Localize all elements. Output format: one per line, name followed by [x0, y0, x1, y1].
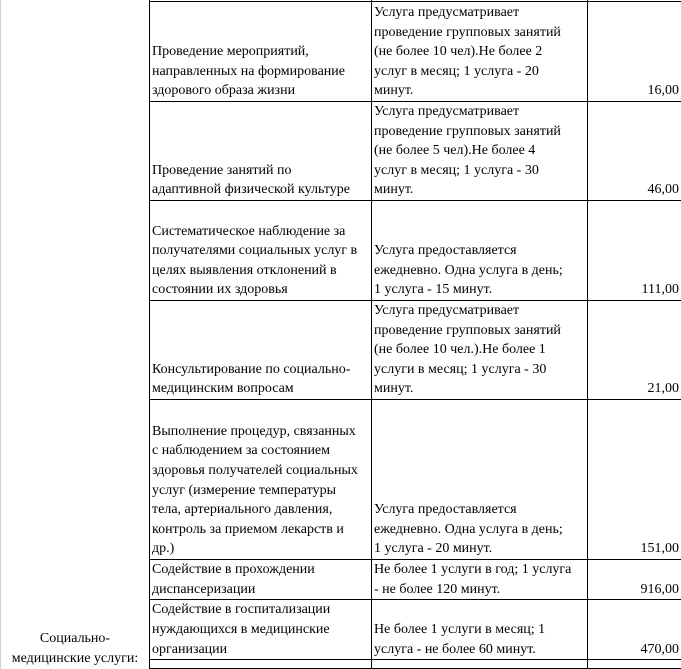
service-name-line: с наблюдением за состоянием — [152, 441, 369, 461]
condition-line: услуг в месяц; 1 услуга - 30 — [374, 161, 585, 181]
condition-cell — [372, 300, 588, 399]
condition-cell — [372, 200, 588, 300]
condition-line: минут. — [374, 180, 585, 200]
category-cell — [1, 0, 150, 669]
condition-line: проведение групповых занятий — [374, 321, 585, 341]
service-name-line: контроль за приемом лекарств и — [152, 520, 369, 540]
condition-cell — [372, 2, 588, 102]
service-name-line: Консультирование по социально- — [152, 360, 369, 380]
condition-line: Услуга предоставляется — [374, 241, 585, 261]
service-name-cell — [150, 300, 372, 399]
service-name-cell — [150, 559, 372, 599]
condition-line: услуг в месяц; 1 услуга - 20 — [374, 62, 585, 82]
condition-line: ежедневно. Одна услуга в день; — [374, 520, 585, 540]
condition-line: Услуга предусматривает — [374, 301, 585, 321]
service-name-line: здоровья получателей социальных — [152, 461, 369, 481]
condition-line: услуги в месяц; 1 услуга - 30 — [374, 360, 585, 380]
condition-line: проведение групповых занятий — [374, 122, 585, 142]
service-name-line: Содействие в госпитализации — [152, 600, 369, 620]
category-label — [3, 629, 147, 668]
condition-cell — [372, 559, 588, 599]
condition-cell — [372, 600, 588, 660]
service-name-line: услуг (измерение температуры — [152, 481, 369, 501]
service-name-cell — [150, 600, 372, 660]
service-name-line: Содействие в прохождении — [152, 560, 369, 580]
cut-cell — [372, 660, 588, 669]
service-name-line: получателями социальных услуг в — [152, 241, 369, 261]
service-name-line: медицинским вопросам — [152, 379, 369, 399]
service-name-line: др.) — [152, 539, 369, 559]
service-name-line: здорового образа жизни — [152, 81, 369, 101]
condition-line: Не более 1 услуги в год; 1 услуга — [374, 560, 585, 580]
cut-cell — [588, 660, 681, 669]
condition-line: Услуга предусматривает — [374, 102, 585, 122]
service-name-line: Систематическое наблюдение за — [152, 222, 369, 242]
service-name-cell — [150, 200, 372, 300]
condition-cell — [372, 399, 588, 559]
condition-line: минут. — [374, 379, 585, 399]
service-name-line: диспансеризации — [152, 580, 369, 600]
service-name-line: состоянии их здоровья — [152, 280, 369, 300]
service-name-cell — [150, 399, 372, 559]
service-name-cell — [150, 102, 372, 201]
condition-line: Не более 1 услуги в месяц; 1 — [374, 620, 585, 640]
condition-cell — [372, 102, 588, 201]
condition-line: услуга - не более 60 минут. — [374, 640, 585, 660]
condition-line: проведение групповых занятий — [374, 23, 585, 43]
service-name-line: Проведение мероприятий, — [152, 42, 369, 62]
service-name-line: целях выявления отклонений в — [152, 261, 369, 281]
condition-line: - не более 120 минут. — [374, 580, 585, 600]
condition-line: (не более 10 чел).Не более 2 — [374, 42, 585, 62]
service-name-line: Выполнение процедур, связанных — [152, 422, 369, 442]
category-line: медицинские услуги: — [3, 649, 147, 669]
condition-line: 1 услуга - 15 минут. — [374, 280, 585, 300]
condition-line: Услуга предоставляется — [374, 500, 585, 520]
service-name-line: направленных на формирование — [152, 62, 369, 82]
price-cell: 916,00 — [588, 559, 681, 599]
price-cell: 16,00 — [588, 2, 681, 102]
price-cell: 111,00 — [588, 200, 681, 300]
condition-line: 1 услуга - 20 минут. — [374, 539, 585, 559]
price-cell: 21,00 — [588, 300, 681, 399]
service-name-line: Проведение занятий по — [152, 161, 369, 181]
condition-line: ежедневно. Одна услуга в день; — [374, 261, 585, 281]
price-cell: 470,00 — [588, 600, 681, 660]
condition-line: минут. — [374, 81, 585, 101]
price-cell: 151,00 — [588, 399, 681, 559]
service-name-line: адаптивной физической культуре — [152, 180, 369, 200]
service-name-cell — [150, 2, 372, 102]
category-line: Социально- — [3, 629, 147, 649]
service-name-line: тела, артериального давления, — [152, 500, 369, 520]
condition-line: Услуга предусматривает — [374, 3, 585, 23]
price-cell: 46,00 — [588, 102, 681, 201]
service-name-line: нуждающихся в медицинские — [152, 620, 369, 640]
service-name-line: организации — [152, 640, 369, 660]
condition-line: (не более 10 чел.).Не более 1 — [374, 340, 585, 360]
condition-line: (не более 5 чел).Не более 4 — [374, 141, 585, 161]
cut-cell — [150, 660, 372, 669]
